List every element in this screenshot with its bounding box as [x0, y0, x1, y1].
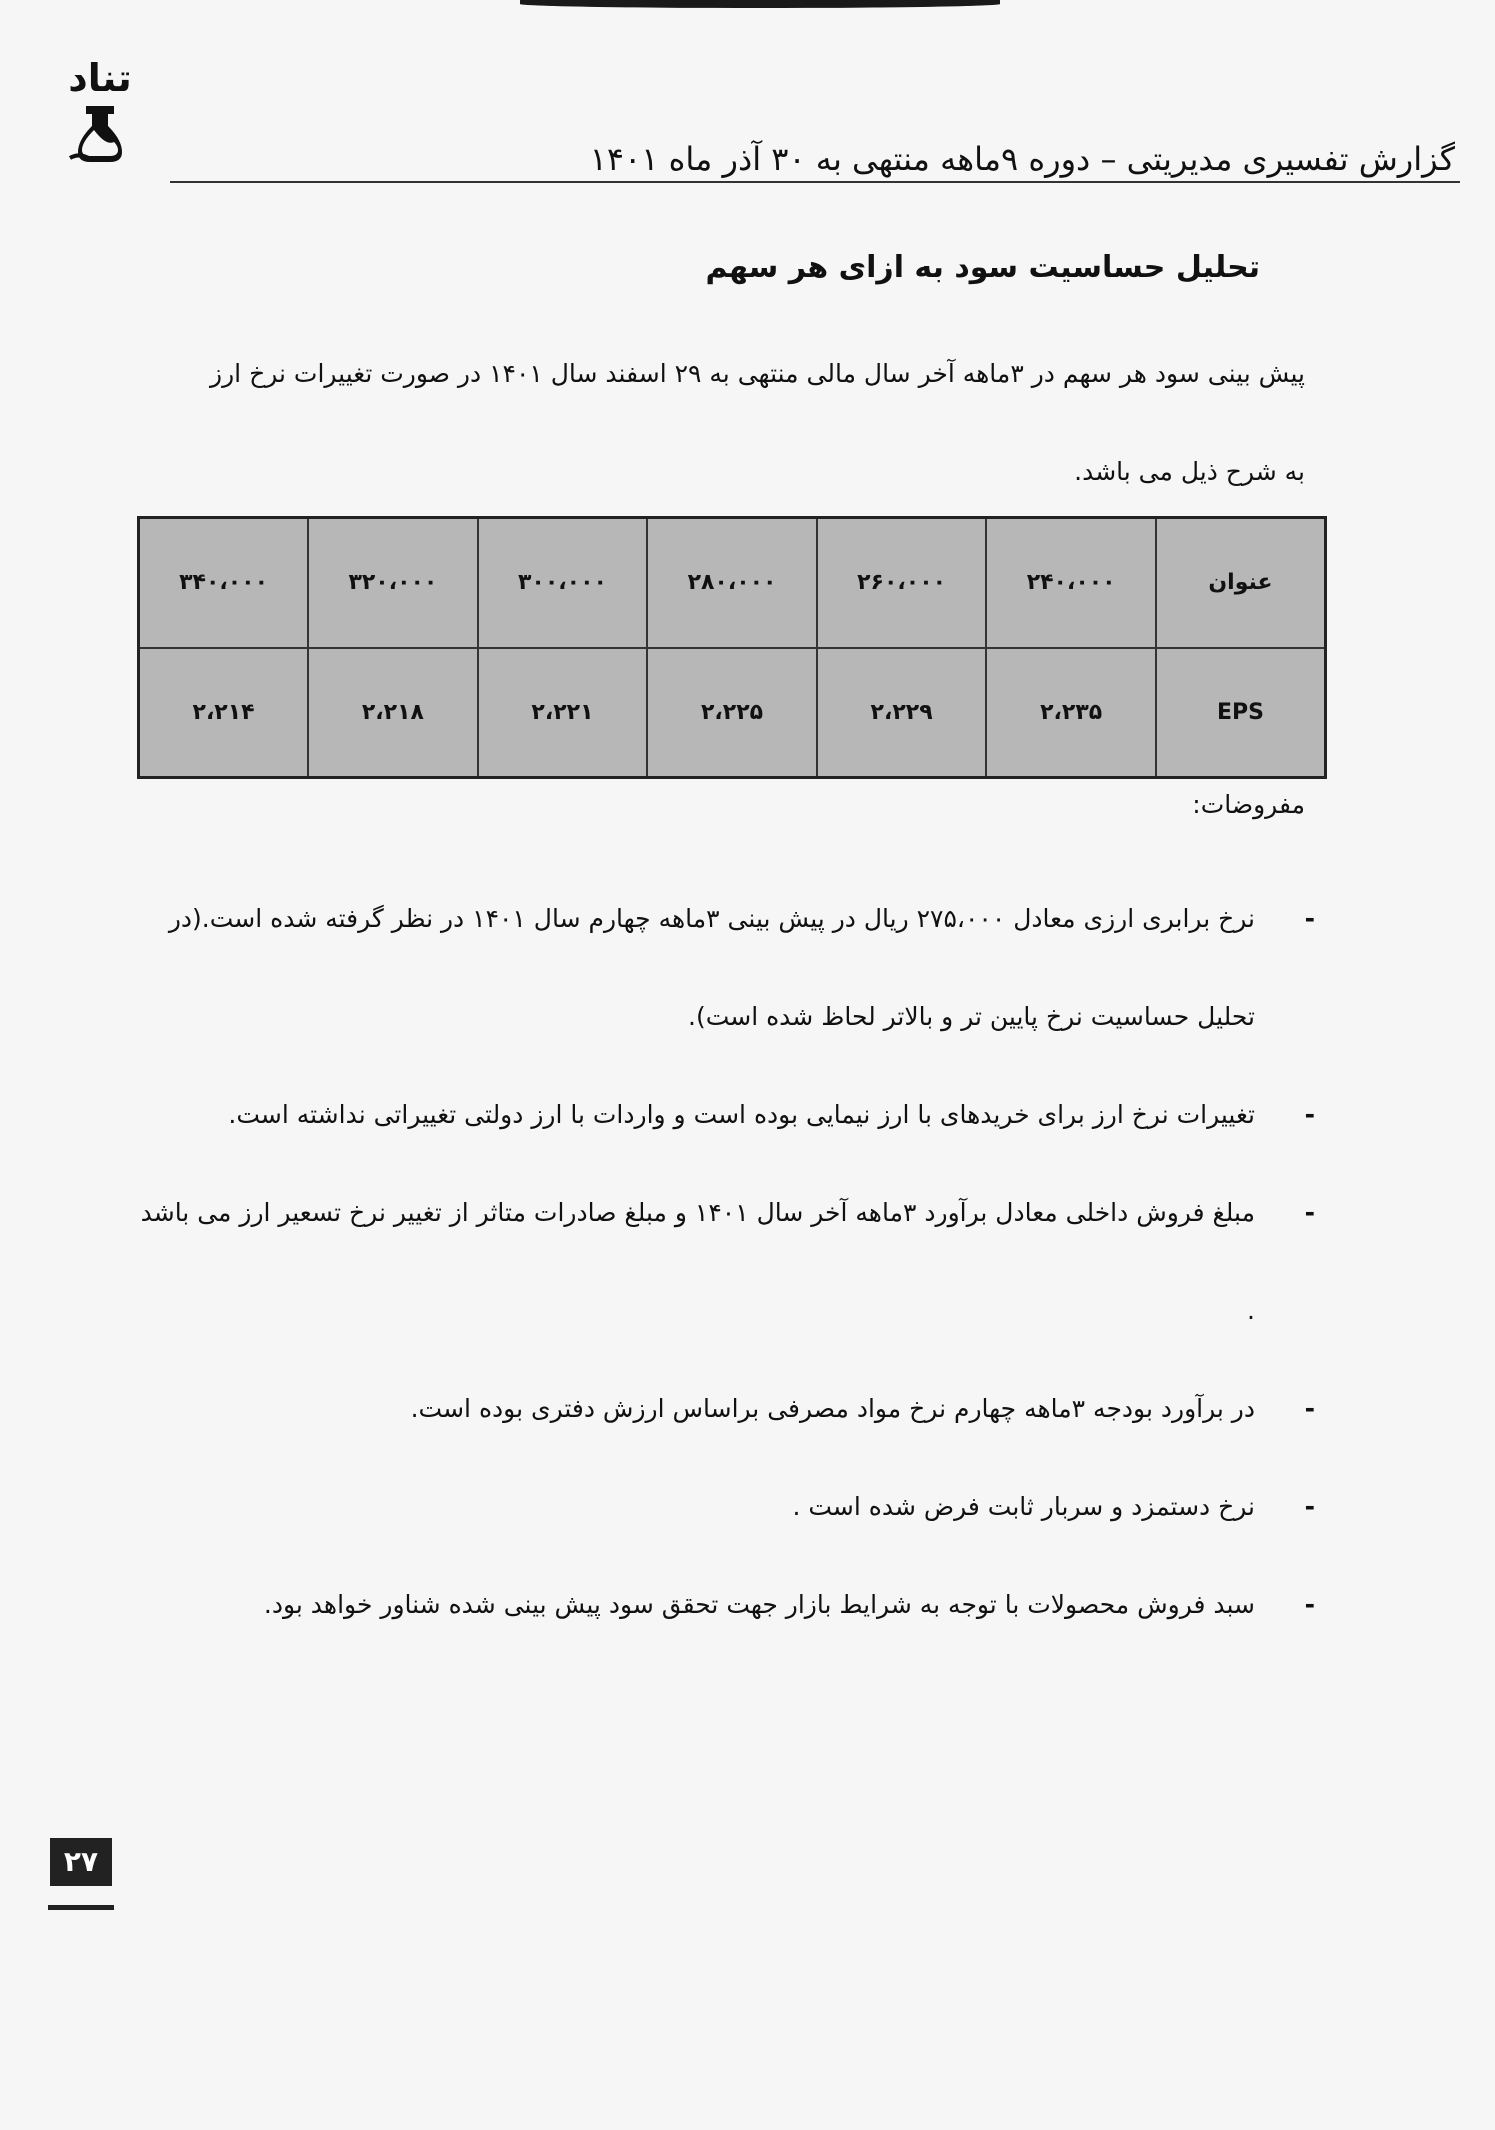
eps-sensitivity-table [137, 516, 1327, 779]
table-cell-eps: ۲،۲۲۱ [478, 648, 648, 778]
list-item-text: در برآورد بودجه ۳ماهه چهارم نرخ مواد مصرفی براساس ارزش دفتری بوده است. [410, 1394, 1255, 1423]
scan-artifact [520, 0, 1000, 8]
table-cell-eps: ۲،۲۲۵ [647, 648, 817, 778]
table-cell-eps: ۲،۲۱۸ [308, 648, 478, 778]
assumptions-list [125, 870, 1315, 1654]
table-cell-rate: ۳۲۰،۰۰۰ [308, 518, 478, 648]
logo-wordmark: تناد [68, 56, 132, 100]
list-item [125, 870, 1315, 1066]
list-item [125, 1066, 1315, 1164]
list-item-text: نرخ دستمزد و سربار ثابت فرض شده است . [792, 1492, 1255, 1521]
list-item [125, 1556, 1315, 1654]
table-cell-rate: ۲۸۰،۰۰۰ [647, 518, 817, 648]
list-item-text: سبد فروش محصولات با توجه به شرایط بازار جهت تحقق سود پیش بینی شده شناور خواهد بود. [263, 1590, 1255, 1619]
list-item-text: مبلغ فروش داخلی معادل برآورد ۳ماهه آخر سال ۱۴۰۱ و مبلغ صادرات متاثر از تغییر نرخ تسعیر ارز می باشد . [140, 1198, 1255, 1325]
table-cell-eps: ۲،۲۱۴ [139, 648, 309, 778]
assumptions-label: مفروضات: [1192, 790, 1305, 819]
table-cell-eps: ۲،۲۲۹ [817, 648, 987, 778]
section-title: تحلیل حساسیت سود به ازای هر سهم [705, 250, 1260, 285]
list-item [125, 1164, 1315, 1360]
header-title: گزارش تفسیری مدیریتی – دوره ۹ماهه منتهی به ۳۰ آذر ماه ۱۴۰۱ [589, 140, 1455, 178]
table-row [139, 518, 1326, 648]
list-item-text: تغییرات نرخ ارز برای خریدهای با ارز نیمایی بوده است و واردات با ارز دولتی تغییراتی نداشته است. [228, 1100, 1255, 1129]
list-item [125, 1360, 1315, 1458]
bullet-dash: - [1304, 1492, 1315, 1521]
logo-flask-icon [68, 102, 132, 166]
bullet-dash: - [1304, 904, 1315, 933]
company-logo [60, 58, 140, 168]
table-row [139, 648, 1326, 778]
table-cell-rate: ۲۴۰،۰۰۰ [986, 518, 1156, 648]
table-header-label: عنوان [1156, 518, 1326, 648]
intro-paragraph: پیش بینی سود هر سهم در ۳ماهه آخر سال مالی منتهی به ۲۹ اسفند سال ۱۴۰۱ در صورت تغییرات نرخ ارز به شرح ذیل می باشد. [210, 359, 1305, 486]
page-number-underline [48, 1905, 114, 1910]
bullet-dash: - [1304, 1198, 1315, 1227]
list-item-text: نرخ برابری ارزی معادل ۲۷۵،۰۰۰ ریال در پیش بینی ۳ماهه چهارم سال ۱۴۰۱ در نظر گرفته شده است.(در تحلیل حساسیت نرخ پایین تر و بالاتر لحاظ شده است). [168, 904, 1255, 1031]
header-divider [170, 181, 1460, 183]
bullet-dash: - [1304, 1100, 1315, 1129]
page-number: ۲۷ [50, 1838, 112, 1886]
table-cell-eps: ۲،۲۳۵ [986, 648, 1156, 778]
table-cell-rate: ۳۰۰،۰۰۰ [478, 518, 648, 648]
table-cell-rate: ۳۴۰،۰۰۰ [139, 518, 309, 648]
table-cell-rate: ۲۶۰،۰۰۰ [817, 518, 987, 648]
bullet-dash: - [1304, 1394, 1315, 1423]
list-item [125, 1458, 1315, 1556]
bullet-dash: - [1304, 1590, 1315, 1619]
table-row-label: EPS [1156, 648, 1326, 778]
